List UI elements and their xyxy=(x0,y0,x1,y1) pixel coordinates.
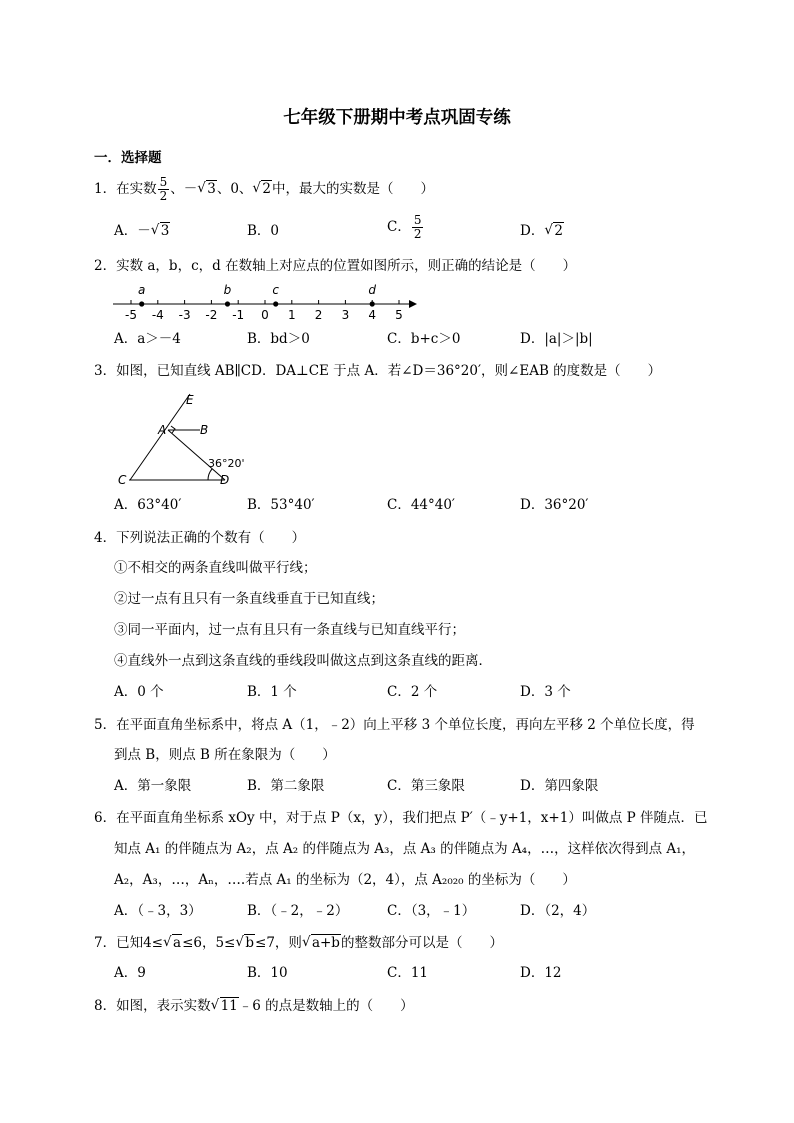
q7-rad-b: b xyxy=(245,935,255,951)
q2-tick-label: -2 xyxy=(205,308,218,322)
q7-text-a: 7．已知4≤ xyxy=(94,935,163,951)
q4-option-a[interactable]: A．0 个 xyxy=(114,684,164,700)
q8-text-a: 8．如图，表示实数 xyxy=(94,998,211,1014)
q7-option-d[interactable]: D．12 xyxy=(520,965,562,981)
q2-tick-label: 1 xyxy=(287,308,296,322)
page-title: 七年级下册期中考点巩固专练 xyxy=(283,108,511,128)
q2-tick-label: 3 xyxy=(341,308,350,322)
q1-opt-d-sqrt xyxy=(544,221,564,241)
q8-sqrt xyxy=(211,996,239,1016)
q2-tick-label: -3 xyxy=(178,308,191,322)
q1-frac-den: 2 xyxy=(159,189,168,203)
q4-statement-4: ④直线外一点到这条直线的垂线段叫做这点到这条直线的距离． xyxy=(114,653,492,669)
q6-option-c[interactable]: C．（3，﹣1） xyxy=(387,903,476,919)
q1-opt-c-den: 2 xyxy=(413,227,422,241)
q2-option-c[interactable]: C．b+c＞0 xyxy=(387,331,461,347)
q5-option-c[interactable]: C．第三象限 xyxy=(387,778,465,794)
question-6-stem-line1: 6．在平面直角坐标系 xOy 中，对于点 P（x，y），我们把点 P′（﹣y+1，x+1）叫做点 P 伴随点．已 xyxy=(94,810,708,826)
q8-text-b: ﹣6 的点是数轴上的（ ） xyxy=(238,998,414,1014)
q4-option-d[interactable]: D．3 个 xyxy=(520,684,571,700)
q4-statement-2: ②过一点有且只有一条直线垂直于已知直线； xyxy=(114,591,384,607)
q7-option-b[interactable]: B．10 xyxy=(247,965,288,981)
q1-opt-a-rad: 3 xyxy=(160,223,170,239)
q2-tick-label: -5 xyxy=(125,308,137,322)
q1-sqrt3 xyxy=(197,179,217,199)
q1-text-c: 、0、 xyxy=(216,181,253,197)
q2-tick-label: -4 xyxy=(151,308,164,322)
q7-sqrt-b xyxy=(235,933,255,953)
q4-statement-3: ③同一平面内，过一点有且只有一条直线与已知直线平行； xyxy=(114,622,465,638)
q2-point xyxy=(370,301,375,306)
q3-label-d: D xyxy=(220,473,230,487)
q3-option-c[interactable]: C．44°40′ xyxy=(387,497,456,513)
q7-sqrt-ab xyxy=(302,933,341,953)
q1-option-a[interactable] xyxy=(114,221,170,241)
q1-opt-a-sqrt xyxy=(151,221,171,241)
q7-text-d: 的整数部分可以是（ ） xyxy=(340,935,503,951)
q2-axis-arrow xyxy=(409,300,417,308)
q4-option-b[interactable]: B．1 个 xyxy=(247,684,297,700)
q1-sqrt2-rad: 2 xyxy=(262,181,272,197)
q2-point-label: c xyxy=(272,283,280,297)
question-6-stem-line2: 知点 A₁ 的伴随点为 A₂，点 A₂ 的伴随点为 A₃，点 A₃ 的伴随点为 A₄，…，这样依次得到点 A₁， xyxy=(114,841,696,857)
q2-option-a[interactable]: A．a＞－4 xyxy=(114,331,181,347)
q2-number-line xyxy=(105,280,425,326)
q5-option-d[interactable]: D．第四象限 xyxy=(520,778,599,794)
question-1-stem xyxy=(94,176,434,203)
q1-opt-d-rad: 2 xyxy=(554,223,563,239)
q1-option-b[interactable]: B．0 xyxy=(247,223,280,239)
q2-tick-label: 2 xyxy=(314,308,323,322)
q2-point-label: d xyxy=(368,283,377,297)
question-5-stem-line2: 到点 B，则点 B 所在象限为（ ） xyxy=(114,747,336,763)
q3-line-ad xyxy=(168,430,225,480)
q1-opt-c-num: 5 xyxy=(413,213,422,227)
q2-tick-label: 4 xyxy=(368,308,377,322)
q8-rad: 11 xyxy=(220,998,238,1014)
q1-text-d: 中，最大的实数是（ ） xyxy=(272,181,435,197)
q2-tick-label: 5 xyxy=(395,308,403,322)
q2-tick-label: 0 xyxy=(261,308,269,322)
question-5-stem-line1: 5．在平面直角坐标系中，将点 A（1，﹣2）向上平移 3 个单位长度，再向左平移 2 个单位长度，得 xyxy=(94,717,695,733)
question-6-stem-line3: A₂，A₃，…，Aₙ，….若点 A₁ 的坐标为（2，4），点 A₂₀₂₀ 的坐标为（ ） xyxy=(114,872,576,888)
q2-point-label: b xyxy=(223,283,232,297)
q7-rad-a: a xyxy=(173,935,182,951)
q1-fraction xyxy=(158,176,170,203)
q3-label-c: C xyxy=(118,473,127,487)
q1-sqrt3-rad: 3 xyxy=(207,181,216,197)
q1-opt-c-label: C． xyxy=(387,219,411,235)
q2-tick-label: -1 xyxy=(232,308,245,322)
q7-option-a[interactable]: A．9 xyxy=(114,965,146,981)
q1-opt-a-label: A．－ xyxy=(114,223,151,239)
question-8-stem xyxy=(94,996,414,1016)
q3-label-e: E xyxy=(186,393,194,407)
q3-line-ec xyxy=(130,394,190,480)
question-7-stem xyxy=(94,933,503,953)
q4-option-c[interactable]: C．2 个 xyxy=(387,684,438,700)
q2-point xyxy=(273,301,278,306)
q3-option-b[interactable]: B．53°40′ xyxy=(247,497,315,513)
q7-text-b: ≤6，5≤ xyxy=(182,935,236,951)
q1-opt-d-label: D． xyxy=(520,223,545,239)
q1-opt-c-frac xyxy=(412,214,424,241)
q4-statement-1: ①不相交的两条直线叫做平行线； xyxy=(114,560,317,576)
q5-option-a[interactable]: A．第一象限 xyxy=(114,778,192,794)
q7-sqrt-a xyxy=(163,933,182,953)
q7-option-c[interactable]: C．11 xyxy=(387,965,429,981)
q2-point-label: a xyxy=(138,283,146,297)
q1-option-d[interactable] xyxy=(520,221,564,241)
q7-rad-ab: a+b xyxy=(311,935,340,951)
q2-option-b[interactable]: B．bd＞0 xyxy=(247,331,310,347)
q3-angle-label: 36°20' xyxy=(208,457,245,470)
q6-option-d[interactable]: D．（2，4） xyxy=(520,903,596,919)
q1-text-a: 1．在实数 xyxy=(94,181,157,197)
q6-option-a[interactable]: A．（﹣3，3） xyxy=(114,903,202,919)
q1-option-c[interactable] xyxy=(387,214,424,241)
q3-label-a: A xyxy=(158,423,167,437)
q7-text-c: ≤7，则 xyxy=(255,935,302,951)
q2-point xyxy=(225,301,230,306)
section-heading: 一．选择题 xyxy=(94,150,162,166)
q2-point xyxy=(139,301,144,306)
q3-angle-arc xyxy=(208,469,212,480)
q3-option-a[interactable]: A．63°40′ xyxy=(114,497,182,513)
q3-option-d[interactable]: D．36°20′ xyxy=(520,497,589,513)
q3-label-b: B xyxy=(200,423,209,437)
q1-sqrt2 xyxy=(252,179,272,199)
q1-frac-num: 5 xyxy=(159,175,168,189)
q2-option-d[interactable]: D．|a|＞|b| xyxy=(520,331,593,347)
q5-option-b[interactable]: B．第二象限 xyxy=(247,778,325,794)
question-4-stem: 4．下列说法正确的个数有（ ） xyxy=(94,530,306,546)
q1-text-b: 、－ xyxy=(170,181,198,197)
question-3-stem: 3．如图，已知直线 AB∥CD．DA⊥CE 于点 A．若∠D＝36°20′，则∠EAB 的度数是（ ） xyxy=(94,363,662,379)
q3-figure xyxy=(110,388,260,488)
q6-option-b[interactable]: B．（﹣2，﹣2） xyxy=(247,903,349,919)
question-2-stem: 2．实数 a，b，c，d 在数轴上对应点的位置如图所示，则正确的结论是（ ） xyxy=(94,258,577,274)
